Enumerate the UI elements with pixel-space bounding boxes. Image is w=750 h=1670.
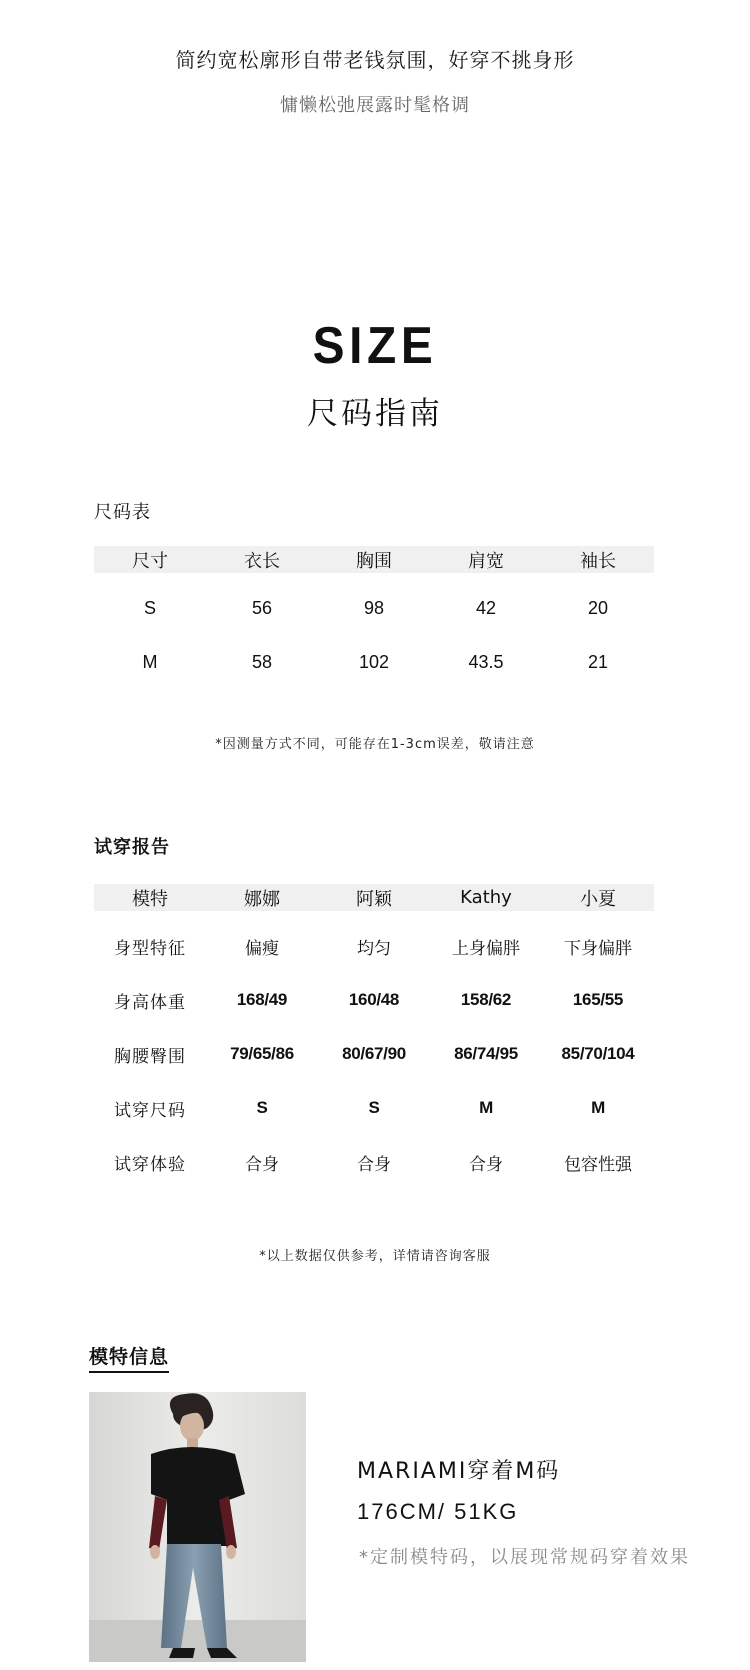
fit-table-cell: 包容性强: [564, 1154, 632, 1175]
size-table-row: [94, 573, 654, 635]
model-photo: [89, 1392, 306, 1662]
fit-table-header-cell: 模特: [94, 884, 206, 911]
size-heading-en: SIZE: [312, 317, 438, 375]
fit-table-header-cell: Kathy: [430, 884, 542, 911]
size-table-cell: 43.5: [468, 651, 504, 672]
fit-table-cell: 合身: [357, 1154, 391, 1175]
size-heading-cn: 尺码指南: [307, 396, 443, 432]
fit-table-header-cell: 小夏: [542, 884, 654, 911]
fit-table-cell: 下身偏胖: [564, 938, 632, 959]
fit-table-row-body-type: [94, 911, 654, 973]
fit-table-row-label: 身高体重: [114, 992, 186, 1013]
fit-table-header-row: [94, 884, 654, 911]
fit-table-row-label: 胸腰臀围: [114, 1046, 186, 1067]
fit-table-cell: M: [591, 1098, 605, 1117]
fit-table-cell: 86/74/95: [454, 1044, 518, 1063]
fit-table-cell: 160/48: [348, 990, 400, 1009]
fit-table-row-experience: [94, 1135, 654, 1189]
fit-report-note: *以上数据仅供参考，详情请咨询客服: [259, 1249, 491, 1264]
size-table-cell: M: [142, 651, 158, 672]
fit-table-cell: 合身: [469, 1154, 503, 1175]
size-table-header-row: [94, 546, 654, 573]
size-table-cell: 42: [475, 597, 497, 618]
size-table-cell: 98: [363, 597, 385, 618]
model-stats-line: 176CM/ 51KG: [357, 1499, 519, 1524]
fit-table-header-cell: 娜娜: [206, 884, 318, 911]
fit-table-row-label: 试穿体验: [114, 1154, 186, 1175]
fit-report-table: [94, 884, 654, 1189]
intro-line-2: 慵懒松弛展露时髦格调: [280, 95, 470, 116]
fit-table-header-cell: 阿颖: [318, 884, 430, 911]
fit-table-cell: 合身: [245, 1154, 279, 1175]
size-table-title: 尺码表: [94, 502, 151, 523]
fit-table-cell: 均匀: [357, 938, 391, 959]
size-table-cell: 58: [251, 651, 273, 672]
size-table-note: *因测量方式不同，可能存在1-3cm误差，敬请注意: [215, 737, 535, 752]
intro-line-1: 简约宽松廓形自带老钱氛围，好穿不挑身形: [175, 48, 575, 72]
model-name-line: MARIAMI穿着M码: [357, 1459, 561, 1484]
model-note: *定制模特码，以展现常规码穿着效果: [359, 1547, 690, 1568]
size-table-header-cell: 衣长: [206, 546, 318, 573]
size-table-cell: S: [143, 597, 156, 618]
fit-table-cell: S: [256, 1098, 268, 1117]
model-info-title: 模特信息: [89, 1342, 169, 1373]
fit-table-cell: 上身偏胖: [452, 938, 520, 959]
fit-table-row-label: 身型特征: [114, 938, 186, 959]
fit-table-cell: S: [368, 1098, 380, 1117]
size-table-header-cell: 袖长: [542, 546, 654, 573]
fit-table-row-measurements: [94, 1027, 654, 1081]
fit-table-cell: 79/65/86: [230, 1044, 294, 1063]
size-table: [94, 546, 654, 689]
size-table-cell: 56: [251, 597, 273, 618]
fit-table-cell: 85/70/104: [561, 1044, 635, 1063]
fit-table-cell: 80/67/90: [342, 1044, 406, 1063]
fit-report-title: 试穿报告: [94, 837, 170, 858]
fit-table-cell: 158/62: [460, 990, 512, 1009]
size-table-header-cell: 尺寸: [94, 546, 206, 573]
size-table-cell: 20: [587, 597, 609, 618]
size-table-cell: 102: [358, 651, 390, 672]
size-table-cell: 21: [587, 651, 609, 672]
size-table-header-cell: 胸围: [318, 546, 430, 573]
fit-table-row-height-weight: [94, 973, 654, 1027]
fit-table-cell: 偏瘦: [245, 938, 279, 959]
fit-table-cell: 168/49: [236, 990, 288, 1009]
fit-table-cell: M: [479, 1098, 493, 1117]
size-table-row: [94, 635, 654, 689]
fit-table-cell: 165/55: [572, 990, 624, 1009]
fit-table-row-size-tried: [94, 1081, 654, 1135]
size-table-header-cell: 肩宽: [430, 546, 542, 573]
fit-table-row-label: 试穿尺码: [114, 1100, 186, 1121]
